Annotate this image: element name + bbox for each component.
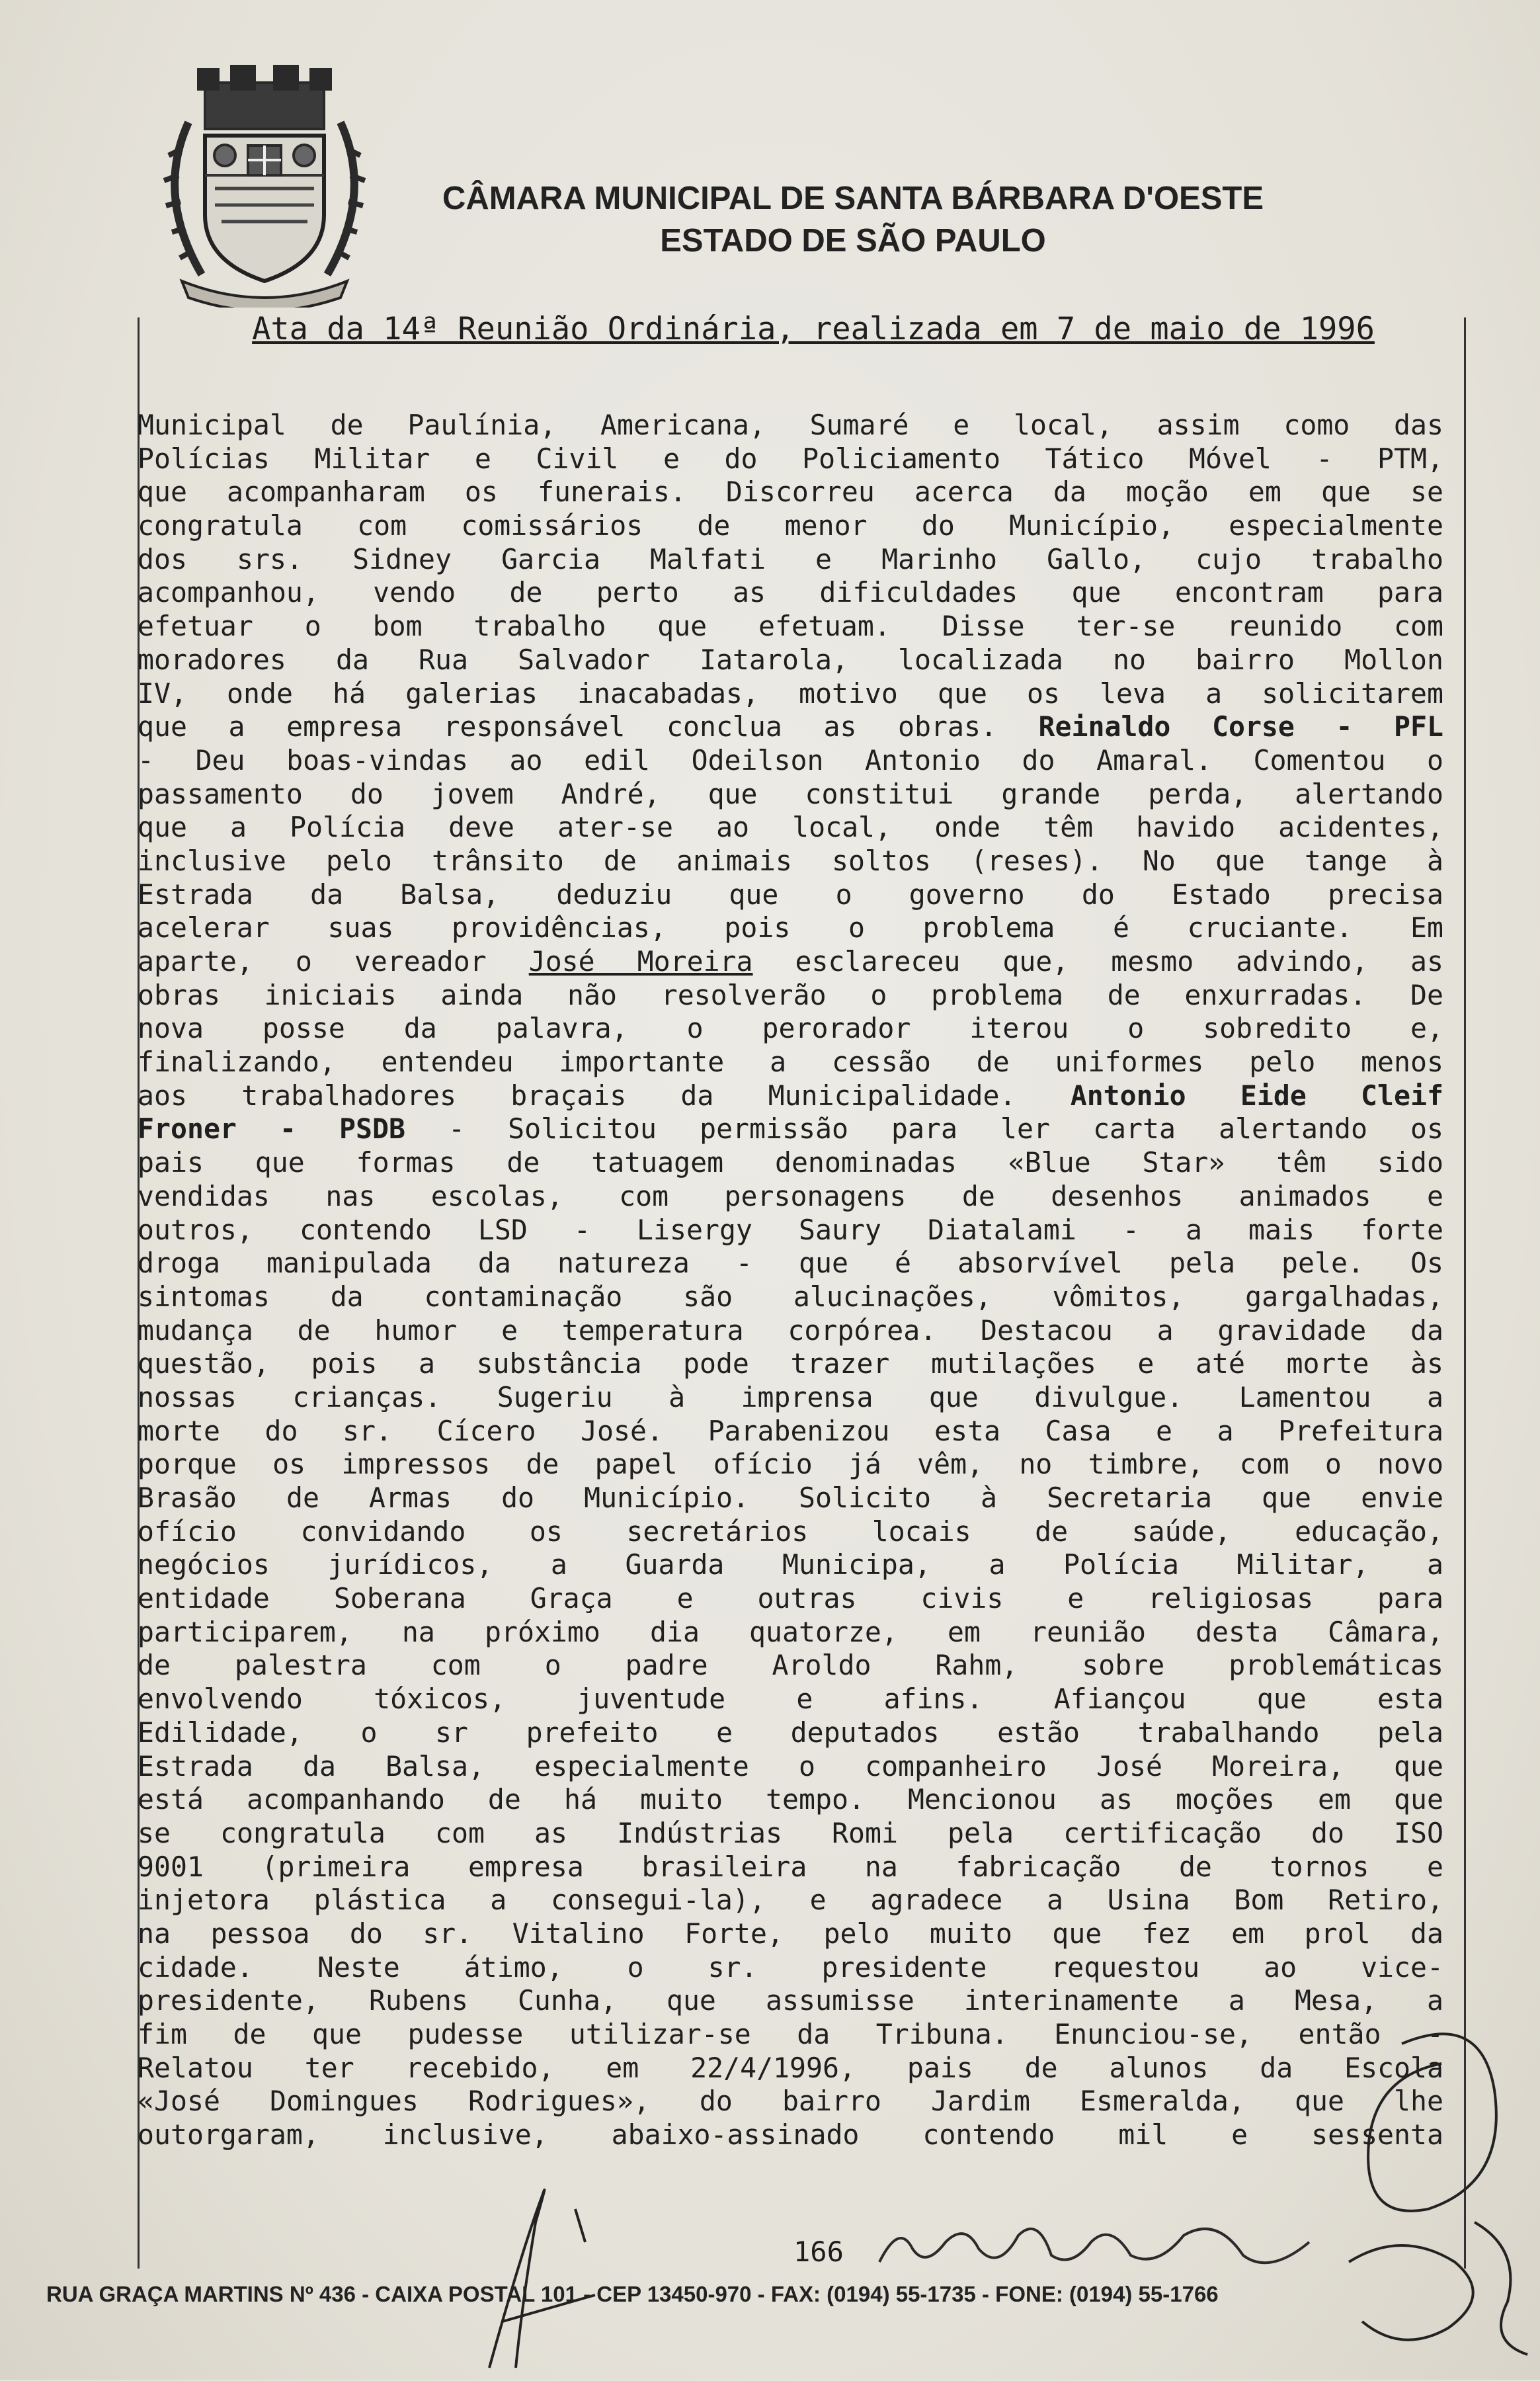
body-line: inclusive pelo trânsito de animais soltos (reses). No que tange à [138, 844, 1443, 877]
body-line: nossas crianças. Sugeriu à imprensa que divulgue. Lamentou a [138, 1380, 1443, 1413]
body-line: outorgaram, inclusive, abaixo-assinado contendo mil e sessenta [138, 2118, 1443, 2151]
body-line: entidade Soberana Graça e outras civis e religiosas para [138, 1582, 1443, 1615]
body-line: Municipal de Paulínia, Americana, Sumaré e local, assim como das [138, 409, 1443, 441]
signature-left [463, 2169, 635, 2381]
body-line: mudança de humor e temperatura corpórea. Destacou a gravidade da [138, 1314, 1443, 1347]
body-line: cidade. Neste átimo, o sr. presidente requestou ao vice- [138, 1950, 1443, 1984]
body-line: 9001 (primeira empresa brasileira na fabricação de tornos e [138, 1850, 1443, 1883]
body-line: outros, contendo LSD - Lisergy Saury Diatalami - a mais forte [138, 1213, 1443, 1246]
body-line: droga manipulada da natureza - que é absorvível pela pele. Os [138, 1247, 1443, 1280]
signature-right [1322, 2011, 1540, 2368]
body-line: efetuar o bom trabalho que efetuam. Disse ter-se reunido com [138, 610, 1443, 643]
signature-center [873, 2209, 1336, 2282]
body-line: Estrada da Balsa, deduziu que o governo do Estado precisa [138, 878, 1443, 911]
footer-address: RUA GRAÇA MARTINS Nº 436 - CAIXA POSTAL 101 - CEP 13450-970 - FAX: (0194) 55-1735 - FONE: (0194) 55-1766 [46, 2282, 1219, 2306]
body-line: sintomas da contaminação são alucinações, vômitos, gargalhadas, [138, 1280, 1443, 1313]
body-line: que a empresa responsável conclua as obras. Reinaldo Corse - PFL [138, 710, 1443, 743]
body-line: presidente, Rubens Cunha, que assumisse interinamente a Mesa, a [138, 1984, 1443, 2017]
body-line: participarem, na próximo dia quatorze, em reunião desta Câmara, [138, 1615, 1443, 1648]
letterhead [423, 177, 1283, 262]
body-line: ofício convidando os secretários locais de saúde, educação, [138, 1515, 1443, 1548]
body-line: está acompanhando de há muito tempo. Mencionou as moções em que [138, 1783, 1443, 1816]
body-line: Brasão de Armas do Município. Solicito à Secretaria que envie [138, 1482, 1443, 1514]
body-line: acelerar suas providências, pois o problema é cruciante. Em [138, 911, 1443, 944]
body-line: injetora plástica a consegui-la), e agradece a Usina Bom Retiro, [138, 1884, 1443, 1917]
body-line: Polícias Militar e Civil e do Policiamento Tático Móvel - PTM, [138, 442, 1443, 475]
body-line: «José Domingues Rodrigues», do bairro Jardim Esmeralda, que lhe [138, 2085, 1443, 2118]
body-line: envolvendo tóxicos, juventude e afins. Afiançou que esta [138, 1683, 1443, 1716]
body-line: de palestra com o padre Aroldo Rahm, sobre problemáticas [138, 1649, 1443, 1682]
body-line: Edilidade, o sr prefeito e deputados estão trabalhando pela [138, 1716, 1443, 1749]
body-line: Estrada da Balsa, especialmente o companheiro José Moreira, que [138, 1749, 1443, 1782]
body-line: finalizando, entendeu importante a cessão de uniformes pelo menos [138, 1046, 1443, 1079]
body-line: porque os impressos de papel ofício já vêm, no timbre, com o novo [138, 1448, 1443, 1481]
body-line: dos srs. Sidney Garcia Malfati e Marinho Gallo, cujo trabalho [138, 542, 1443, 575]
right-margin-rule [1464, 317, 1466, 2269]
chamber-name: CÂMARA MUNICIPAL DE SANTA BÁRBARA D'OESTE [442, 181, 1264, 216]
body-line: IV, onde há galerias inacabadas, motivo que os leva a solicitarem [138, 677, 1443, 710]
body-line: obras iniciais ainda não resolverão o problema de enxurradas. De [138, 978, 1443, 1011]
body-line: passamento do jovem André, que constitui grande perda, alertando [138, 777, 1443, 810]
body-line: congratula com comissários de menor do Município, especialmente [138, 509, 1443, 542]
body-line: Relatou ter recebido, em 22/4/1996, pais de alunos da Escola [138, 2051, 1443, 2084]
body-line: morte do sr. Cícero José. Parabenizou esta Casa e a Prefeitura [138, 1414, 1443, 1447]
body-line: que a Polícia deve ater-se ao local, onde têm havido acidentes, [138, 811, 1443, 844]
body-line: - Deu boas-vindas ao edil Odeilson Antonio do Amaral. Comentou o [138, 743, 1443, 776]
body-line: Froner - PSDB - Solicitou permissão para ler carta alertando os [138, 1112, 1443, 1146]
body-line: moradores da Rua Salvador Iatarola, localizada no bairro Mollon [138, 643, 1443, 676]
body-line: pais que formas de tatuagem denominadas «Blue Star» têm sido [138, 1146, 1443, 1179]
state-name: ESTADO DE SÃO PAULO [660, 223, 1046, 259]
body-line: que acompanharam os funerais. Discorreu acerca da moção em que se [138, 476, 1443, 509]
body-line: nova posse da palavra, o perorador iterou o sobredito e, [138, 1012, 1443, 1045]
minutes-title: Ata da 14ª Reunião Ordinária, realizada em 7 de maio de 1996 [252, 311, 1375, 347]
body-line: se congratula com as Indústrias Romi pela certificação do ISO [138, 1816, 1443, 1849]
page-number: 166 [793, 2235, 844, 2268]
body-line: aos trabalhadores braçais da Municipalidade. Antonio Eide Cleif [138, 1079, 1443, 1112]
body-line: acompanhou, vendo de perto as dificuldades que encontram para [138, 576, 1443, 609]
body-line: aparte, o vereador José Moreira esclareceu que, mesmo advindo, as [138, 945, 1443, 978]
body-line: na pessoa do sr. Vitalino Forte, pelo muito que fez em prol da [138, 1917, 1443, 1950]
body-line: fim de que pudesse utilizar-se da Tribuna. Enunciou-se, então - [138, 2018, 1443, 2050]
municipal-crest-logo [142, 63, 387, 308]
body-line: negócios jurídicos, a Guarda Municipa, a Polícia Militar, a [138, 1548, 1443, 1581]
minutes-body [138, 409, 1443, 2152]
body-line: vendidas nas escolas, com personagens de desenhos animados e [138, 1179, 1443, 1212]
body-line: questão, pois a substância pode trazer mutilações e até morte às [138, 1347, 1443, 1380]
